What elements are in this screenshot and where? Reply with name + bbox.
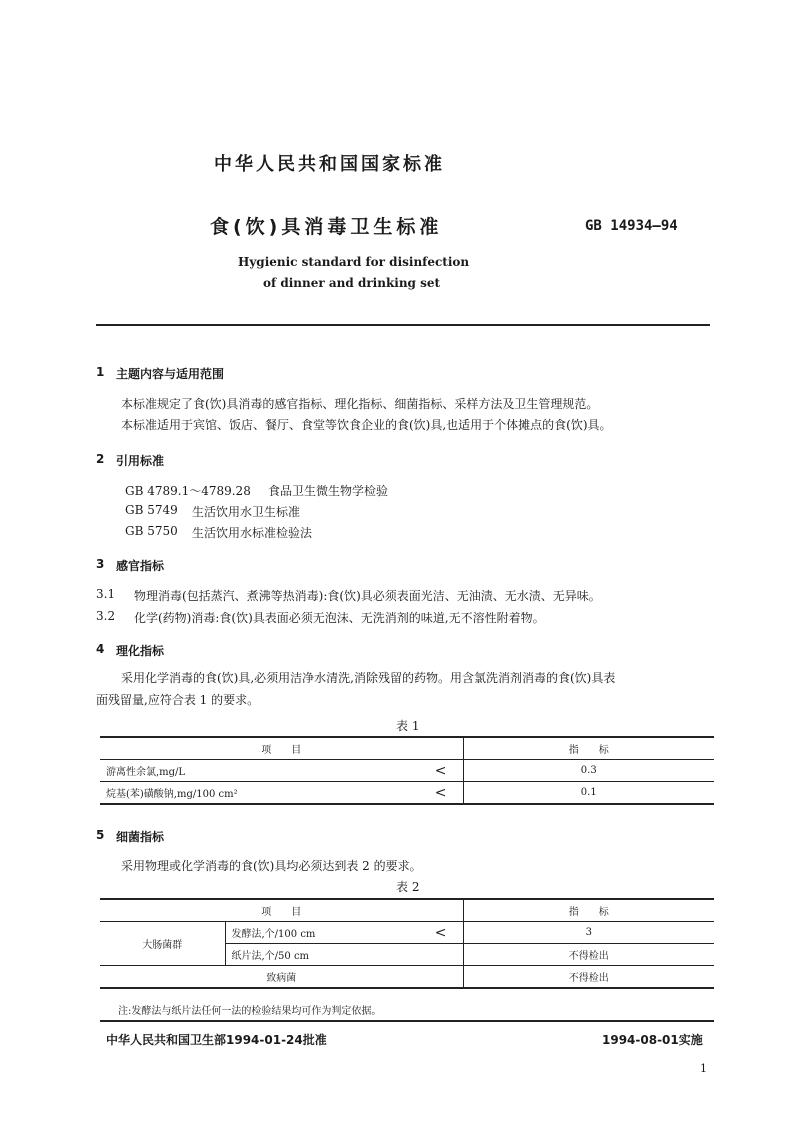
less-than-symbol: < — [434, 785, 447, 801]
section-4-paragraph-line-1: 采用化学消毒的食(饮)具,必须用洁净水清洗,消除残留的药物。用含氯洗消剂消毒的食(饮)具表 — [121, 671, 616, 685]
section-4-heading: 理化指标 — [116, 644, 165, 658]
clause-number: 3.2 — [96, 609, 116, 623]
column-header-index: 指 标 — [463, 737, 714, 760]
english-title-line1: Hygienic standard for disinfection — [238, 255, 470, 269]
section-5-paragraph: 采用物理或化学消毒的食(饮)具均必须达到表 2 的要求。 — [121, 859, 422, 873]
reference-name: 生活饮用水卫生标准 — [192, 505, 301, 519]
document-title: 食(饮)具消毒卫生标准 — [210, 216, 443, 238]
section-5-heading: 细菌指标 — [116, 830, 165, 844]
section-3-heading: 感官指标 — [116, 559, 165, 573]
method-label: 纸片法,个/50 cm — [225, 944, 463, 966]
national-standard-label: 中华人民共和国国家标准 — [214, 154, 445, 175]
reference-name: 生活饮用水标准检验法 — [192, 526, 313, 540]
reference-code: GB 5749 — [125, 503, 178, 517]
section-2-number: 2 — [96, 452, 105, 466]
header-divider — [96, 324, 710, 326]
table-header-row — [100, 899, 714, 922]
group-label-coliform: 大肠菌群 — [100, 922, 225, 966]
table-row — [100, 760, 714, 782]
reference-code: GB 4789.1～4789.28 — [125, 484, 251, 498]
section-1-heading: 主题内容与适用范围 — [116, 367, 225, 381]
column-header-index: 指 标 — [463, 899, 714, 922]
section-4-number: 4 — [96, 642, 105, 656]
footer-divider — [100, 1020, 714, 1022]
table-row — [100, 922, 714, 944]
table-header-row — [100, 737, 714, 760]
reference-name: 食品卫生微生物学检验 — [268, 484, 389, 498]
table-row — [100, 782, 714, 805]
effective-date: 1994-08-01实施 — [602, 1033, 703, 1047]
section-5-number: 5 — [96, 828, 105, 842]
item-label: 烷基(苯)磺酸钠,mg/100 cm² — [106, 789, 238, 800]
section-1-number: 1 — [96, 365, 105, 379]
table-2 — [100, 898, 714, 989]
table-note: 注:发酵法与纸片法任何一法的检验结果均可作为判定依据。 — [118, 1006, 382, 1017]
table-1 — [100, 736, 714, 805]
page-number: 1 — [700, 1062, 707, 1075]
standard-code: GB 14934—94 — [585, 218, 678, 234]
index-value: 0.1 — [463, 782, 714, 805]
section-3-number: 3 — [96, 557, 105, 571]
column-header-item: 项 目 — [100, 737, 463, 760]
clause-number: 3.1 — [96, 587, 116, 601]
table-2-caption: 表 2 — [396, 880, 420, 894]
index-value: 3 — [463, 922, 714, 944]
clause-text: 物理消毒(包括蒸汽、煮沸等热消毒):食(饮)具必须表面光洁、无油渍、无水渍、无异味。 — [134, 589, 601, 603]
pathogen-label: 致病菌 — [100, 966, 463, 989]
table-row — [100, 966, 714, 989]
index-value: 0.3 — [463, 760, 714, 782]
section-1-paragraph-1: 本标准规定了食(饮)具消毒的感官指标、理化指标、细菌指标、采样方法及卫生管理规范。 — [121, 397, 599, 411]
less-than-symbol: < — [434, 925, 447, 941]
section-4-paragraph-line-2: 面残留量,应符合表 1 的要求。 — [96, 693, 260, 707]
approval-line: 中华人民共和国卫生部1994-01-24批准 — [106, 1033, 327, 1047]
item-label: 游离性余氯,mg/L — [106, 767, 186, 778]
method-label: 发酵法,个/100 cm — [231, 929, 316, 940]
clause-text: 化学(药物)消毒:食(饮)具表面必须无泡沫、无洗消剂的味道,无不溶性附着物。 — [134, 611, 545, 625]
index-value: 不得检出 — [463, 944, 714, 966]
reference-code: GB 5750 — [125, 524, 178, 538]
section-1-paragraph-2: 本标准适用于宾馆、饭店、餐厅、食堂等饮食企业的食(饮)具,也适用于个体摊点的食(饮)具。 — [121, 418, 612, 432]
english-title-line2: of dinner and drinking set — [263, 276, 441, 290]
less-than-symbol: < — [434, 763, 447, 779]
table-1-caption: 表 1 — [396, 719, 420, 733]
column-header-item: 项 目 — [100, 899, 463, 922]
section-2-heading: 引用标准 — [116, 454, 165, 468]
index-value: 不得检出 — [463, 966, 714, 989]
